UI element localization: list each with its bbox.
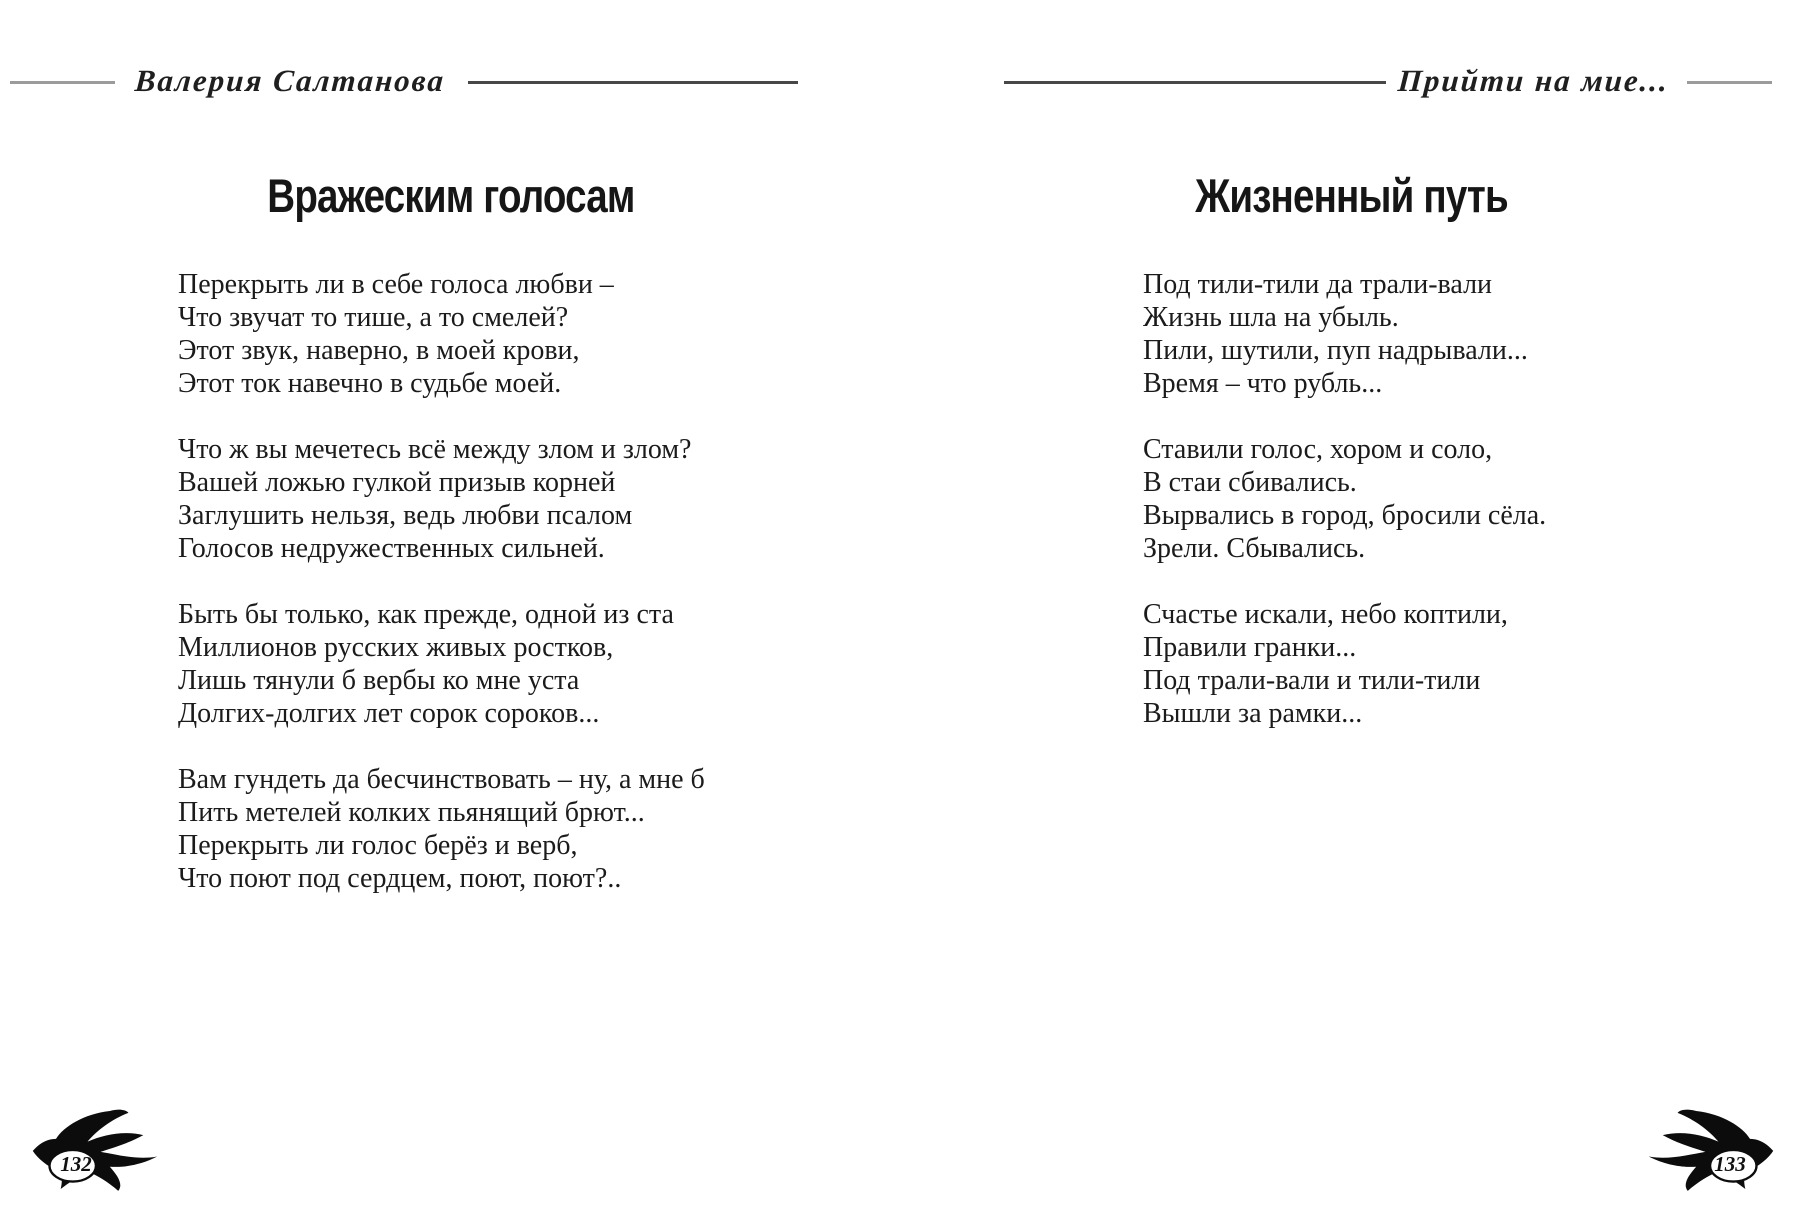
poem-line: Ставили голос, хором и соло, [1143, 434, 1493, 465]
stanza [1143, 598, 1546, 730]
poem-line: Вырвались в город, бросили сёла. [1143, 500, 1547, 531]
page-number-left: 132 [60, 1152, 92, 1176]
stanza [178, 598, 705, 730]
stanza [1143, 268, 1546, 400]
poem-title-left [0, 168, 901, 222]
poem-line: Этот ток навечно в судьбе моей. [178, 368, 562, 399]
poem-line: Перекрыть ли в себе голоса любви – [178, 269, 614, 300]
poem-line: Этот звук, наверно, в моей крови, [178, 335, 580, 366]
swallow-ornament-left [30, 1105, 160, 1195]
poem-line: Пить метелей колких пьянящий брют... [178, 797, 645, 828]
page-number-right: 133 [1714, 1152, 1746, 1176]
header-rule-left-long [468, 81, 798, 84]
poem-right [1143, 268, 1546, 763]
poem-line: Вам гундеть да бесчинствовать – ну, а мне б [178, 764, 705, 795]
poem-line: Что звучат то тише, а то смелей? [178, 302, 569, 333]
poem-line: Миллионов русских живых ростков, [178, 632, 614, 663]
poem-title-right-text: Жизненный путь [1195, 168, 1508, 222]
poem-line: Пили, шутили, пуп надрывали... [1143, 335, 1528, 366]
poem-line: Время – что рубль... [1143, 368, 1383, 399]
poem-line: Голосов недружественных сильней. [178, 533, 605, 564]
poem-title-left-text: Вражеским голосам [266, 168, 635, 222]
stanza [178, 268, 705, 400]
stanza [1143, 433, 1546, 565]
poem-line: Что ж вы мечетесь всё между злом и злом? [178, 434, 692, 465]
swallow-icon [30, 1105, 160, 1195]
poem-line: Правили гранки... [1143, 632, 1357, 663]
poem-line: Под тили-тили да трали-вали [1143, 269, 1493, 300]
poem-line: Жизнь шла на убыль. [1143, 302, 1399, 333]
header-rule-right-short [1687, 81, 1772, 84]
poem-line: В стаи сбивались. [1143, 467, 1357, 498]
poem-line: Долгих-долгих лет сорок сороков... [178, 698, 600, 729]
poem-line: Перекрыть ли голос берёз и верб, [178, 830, 578, 861]
stanza [178, 433, 705, 565]
poem-left [178, 268, 705, 928]
header-rule-left-short [10, 81, 115, 84]
running-head-author: Валерия Салтанова [133, 63, 447, 98]
stanza [178, 763, 705, 895]
poem-line: Что поют под сердцем, поют, поют?.. [178, 863, 622, 894]
poem-line: Вашей ложью гулкой призыв корней [178, 467, 616, 498]
poem-line: Лишь тянули б вербы ко мне уста [178, 665, 580, 696]
running-head-book-title: Прийти на мие... [1396, 63, 1671, 98]
poem-line: Быть бы только, как прежде, одной из ста [178, 599, 674, 630]
header-rule-right-long [1004, 81, 1386, 84]
poem-line: Под трали-вали и тили-тили [1143, 665, 1481, 696]
poem-line: Вышли за рамки... [1143, 698, 1363, 729]
swallow-ornament-right [1646, 1105, 1776, 1195]
swallow-icon [1646, 1105, 1776, 1195]
poem-line: Зрели. Сбывались. [1143, 533, 1366, 564]
poem-line: Заглушить нельзя, ведь любви псалом [178, 500, 633, 531]
poem-title-right [901, 168, 1802, 222]
poem-line: Счастье искали, небо коптили, [1143, 599, 1508, 630]
